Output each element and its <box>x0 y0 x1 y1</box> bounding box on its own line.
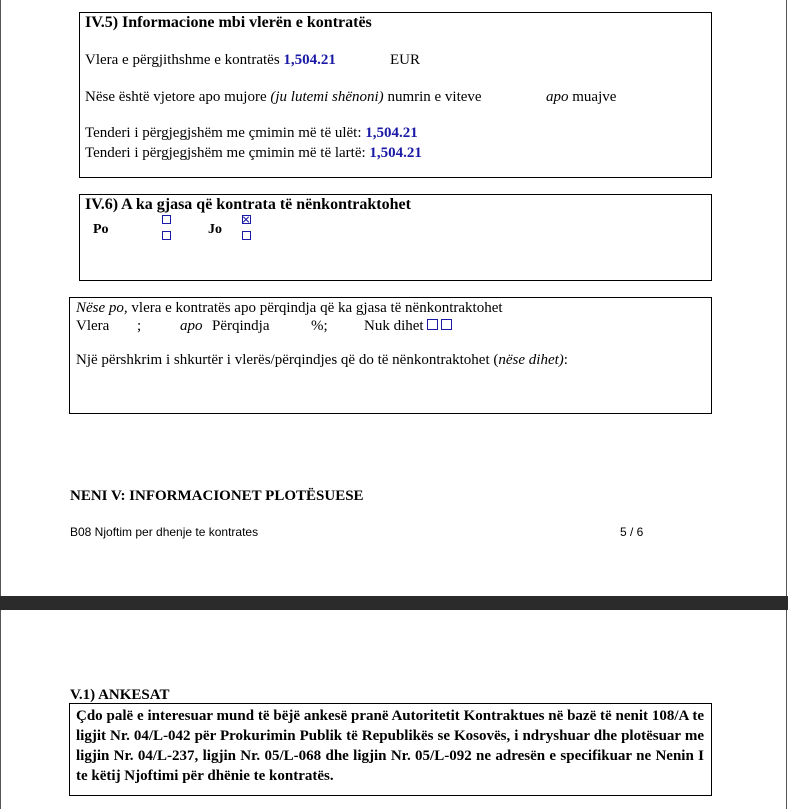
annual-or: apo <box>546 89 569 105</box>
highest-tender-label: Tenderi i përgjegjshëm me çmimin më të lartë: <box>85 145 366 161</box>
total-value: 1,504.21 <box>283 52 336 68</box>
subcontract-value-label: Vlera <box>76 318 110 334</box>
unknown-checkbox-1[interactable] <box>427 319 438 330</box>
unknown-checkbox-2[interactable] <box>441 319 452 330</box>
subcontract-intro <box>76 299 503 317</box>
subcontract-intro-italic: Nëse po, <box>76 300 128 316</box>
total-value-label: Vlera e përgjithshme e kontratës <box>85 52 280 68</box>
subcontract-percent-sign: %; <box>311 318 328 334</box>
subcontract-unknown <box>364 317 452 335</box>
yes-checkbox[interactable] <box>162 231 171 240</box>
page-left-border <box>0 0 1 596</box>
subcontract-intro-text: vlera e kontratës apo përqindja që ka gjasa të nënkontraktohet <box>131 300 503 316</box>
lowest-tender-label: Tenderi i përgjegjshëm me çmimin më të ulët: <box>85 125 362 141</box>
yes-checkbox-top[interactable] <box>162 215 171 224</box>
section-v1-text: Çdo palë e interesuar mund të bëjë ankesë pranë Autoritetit Kontraktues në bazë të nenit 108/A te ligjit Nr. 04/L-042 për Prokurimin Publik të Republikës se Kosovës, i ndryshuar dhe plotësuar me ligjin Nr. 04/L-237, ligjin Nr. 05/L-068 dhe ligjin Nr. 05/L-092 ne adresën e specifikuar ne Nenin I te këtij Njoftimi për dhënie te kontratës. <box>76 708 704 784</box>
highest-tender-value: 1,504.21 <box>369 145 422 161</box>
page-right-border <box>786 0 787 596</box>
subcontract-description-label: Një përshkrim i shkurtër i vlerës/përqindjes që do të nënkontraktohet ( <box>76 352 499 368</box>
annual-row <box>85 88 482 106</box>
footer-document-name: B08 Njoftim per dhenje te kontrates <box>70 525 259 539</box>
subcontract-description-italic: nëse dihet) <box>498 352 564 368</box>
yes-label: Po <box>93 222 109 237</box>
no-checkbox[interactable] <box>242 231 251 240</box>
subcontract-unknown-label: Nuk dihet <box>364 318 424 334</box>
document-page-6 <box>0 610 788 809</box>
subcontract-semicolon: ; <box>137 318 142 334</box>
annual-months-row <box>546 88 616 106</box>
subcontract-percent-label: Përqindja <box>212 318 270 334</box>
lowest-tender-row <box>85 124 418 142</box>
page-right-border <box>786 610 787 809</box>
annual-label: Nëse është vjetore apo mujore <box>85 89 267 105</box>
section-iv5-title: IV.5) Informacione mbi vlerën e kontratës <box>85 14 372 31</box>
footer-page-number: 5 / 6 <box>620 525 644 539</box>
no-checkbox-checked[interactable] <box>242 215 251 224</box>
page-left-border <box>0 610 1 809</box>
highest-tender-row <box>85 144 422 162</box>
no-label: Jo <box>208 222 222 237</box>
section-v-title: NENI V: INFORMACIONET PLOTËSUESE <box>70 488 364 504</box>
annual-months: muajve <box>572 89 617 105</box>
lowest-tender-value: 1,504.21 <box>365 125 418 141</box>
total-value-row <box>85 51 336 69</box>
subcontract-description-end: : <box>563 352 568 368</box>
currency: EUR <box>390 52 420 68</box>
section-v1-title: V.1) ANKESAT <box>70 687 170 703</box>
page-separator <box>0 596 788 610</box>
annual-years: numrin e viteve <box>387 89 482 105</box>
subcontract-or: apo <box>180 318 203 334</box>
annual-hint: (ju lutemi shënoni) <box>270 89 384 105</box>
section-iv6-title: IV.6) A ka gjasa që kontrata të nënkontraktohet <box>85 196 411 213</box>
subcontract-description <box>76 351 568 369</box>
